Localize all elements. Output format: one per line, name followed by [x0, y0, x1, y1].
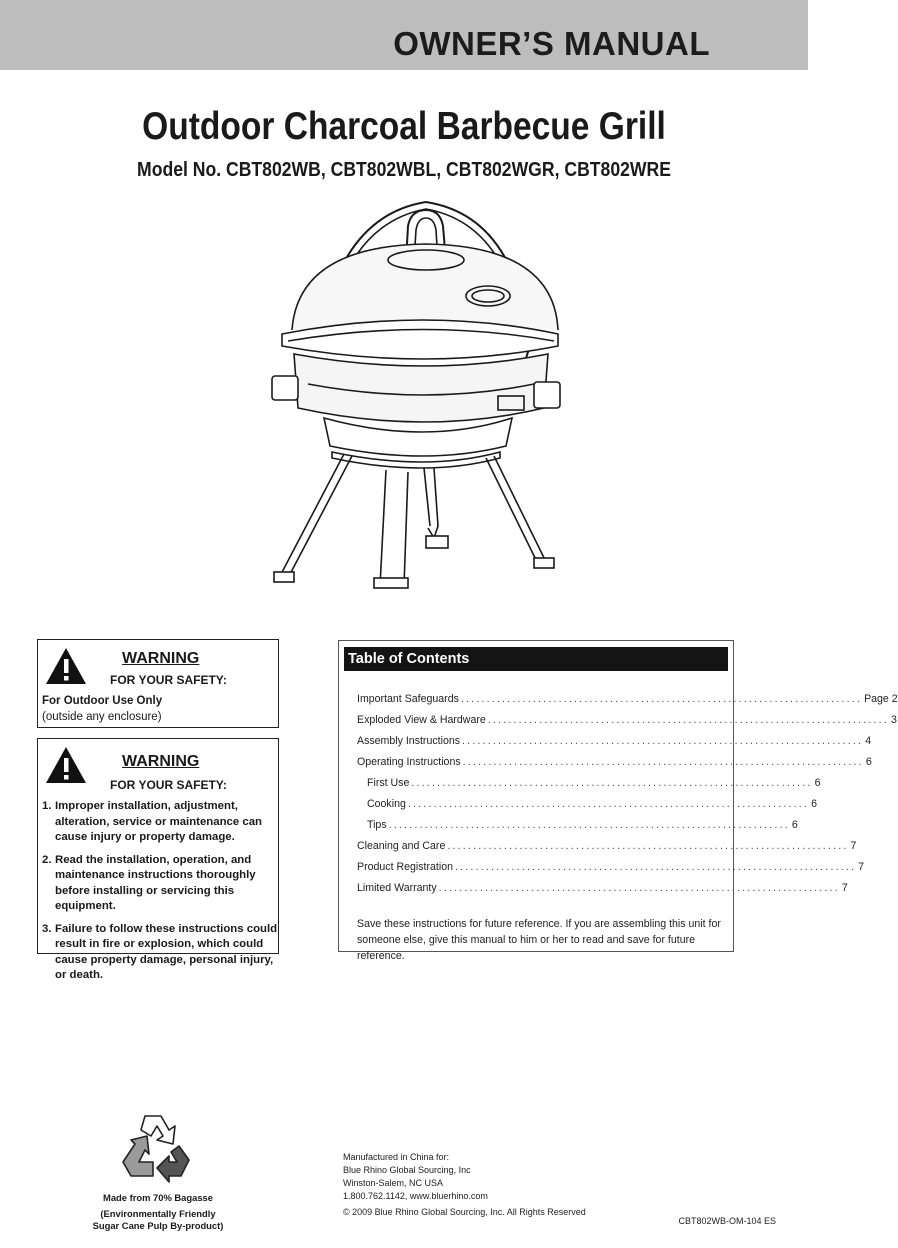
warning-triangle-icon: [44, 745, 88, 785]
toc-entry[interactable]: Assembly Instructions .............................................................................. 4: [357, 735, 872, 747]
toc-subentry[interactable]: Tips .............................................................................. 6: [367, 819, 798, 831]
toc-note: Save these instructions for future reference. If you are assembling this unit for someone else, give this manual to him or her to read and save for future reference.: [357, 918, 721, 962]
warning-body: [42, 693, 162, 725]
warning-subheading: FOR YOUR SAFETY:: [110, 673, 227, 687]
header-banner: [0, 0, 808, 70]
mfg-line: Manufactured in China for:: [343, 1152, 450, 1162]
mfg-contact: 1.800.762.1142, www.bluerhino.com: [343, 1191, 488, 1201]
toc-entry[interactable]: Limited Warranty .............................................................................. 7: [357, 882, 848, 894]
enclosure-line: (outside any enclosure): [42, 711, 162, 723]
recycle-caption: Made from 70% Bagasse: [103, 1192, 213, 1203]
warning-heading: WARNING: [122, 753, 200, 770]
toc-heading: Table of Contents: [344, 647, 728, 671]
warning-installation: [37, 738, 279, 981]
toc-list: [357, 685, 898, 895]
toc-entry[interactable]: Exploded View & Hardware .............................................................................. 3: [357, 714, 897, 726]
toc-entry[interactable]: Product Registration .............................................................................. 7: [357, 861, 865, 873]
warning-subheading: FOR YOUR SAFETY:: [110, 778, 227, 792]
manufacturer-info: [343, 1151, 488, 1203]
product-title: Outdoor Charcoal Barbecue Grill: [142, 105, 666, 148]
warning-item: 3. Failure to follow these instructions could result in fire or explosion, which could cause property damage, personal injury, or death.: [42, 922, 278, 981]
warning-heading: WARNING: [122, 650, 200, 667]
toc-subentry[interactable]: First Use .............................................................................. 6: [367, 777, 821, 789]
recycle-icon: [117, 1110, 197, 1188]
warning-triangle-icon: [44, 646, 88, 686]
mfg-line: Blue Rhino Global Sourcing, Inc: [343, 1165, 471, 1175]
document-code: CBT802WB-OM-104 ES: [678, 1216, 776, 1226]
toc-entry[interactable]: Important Safeguards .............................................................................. Page 2: [357, 693, 898, 705]
recycle-caption-detail: (Environmentally Friendly Sugar Cane Pulp By-product): [92, 1208, 224, 1231]
mfg-line: Winston-Salem, NC USA: [343, 1178, 444, 1188]
warning-outdoor-use: [37, 639, 279, 728]
manual-heading: OWNER’S MANUAL: [393, 25, 710, 62]
outdoor-use-line: For Outdoor Use Only: [42, 695, 163, 707]
copyright-notice: © 2009 Blue Rhino Global Sourcing, Inc. All Rights Reserved: [343, 1207, 586, 1217]
toc-subentry[interactable]: Cooking .............................................................................. 6: [367, 798, 817, 810]
warning-item: 2. Read the installation, operation, and maintenance instructions thoroughly before installing or servicing this equipment.: [42, 853, 256, 912]
toc-entry[interactable]: Cleaning and Care .............................................................................. 7: [357, 840, 857, 852]
warning-list: [42, 799, 278, 991]
warning-item: 1. Improper installation, adjustment, alteration, service or maintenance can cause injury or property damage.: [42, 800, 263, 843]
model-numbers: Model No. CBT802WB, CBT802WBL, CBT802WGR, CBT802WRE: [137, 159, 671, 181]
grill-illustration: [268, 196, 564, 588]
table-of-contents: [338, 640, 898, 962]
toc-entry[interactable]: Operating Instructions .............................................................................. 6: [357, 756, 872, 768]
